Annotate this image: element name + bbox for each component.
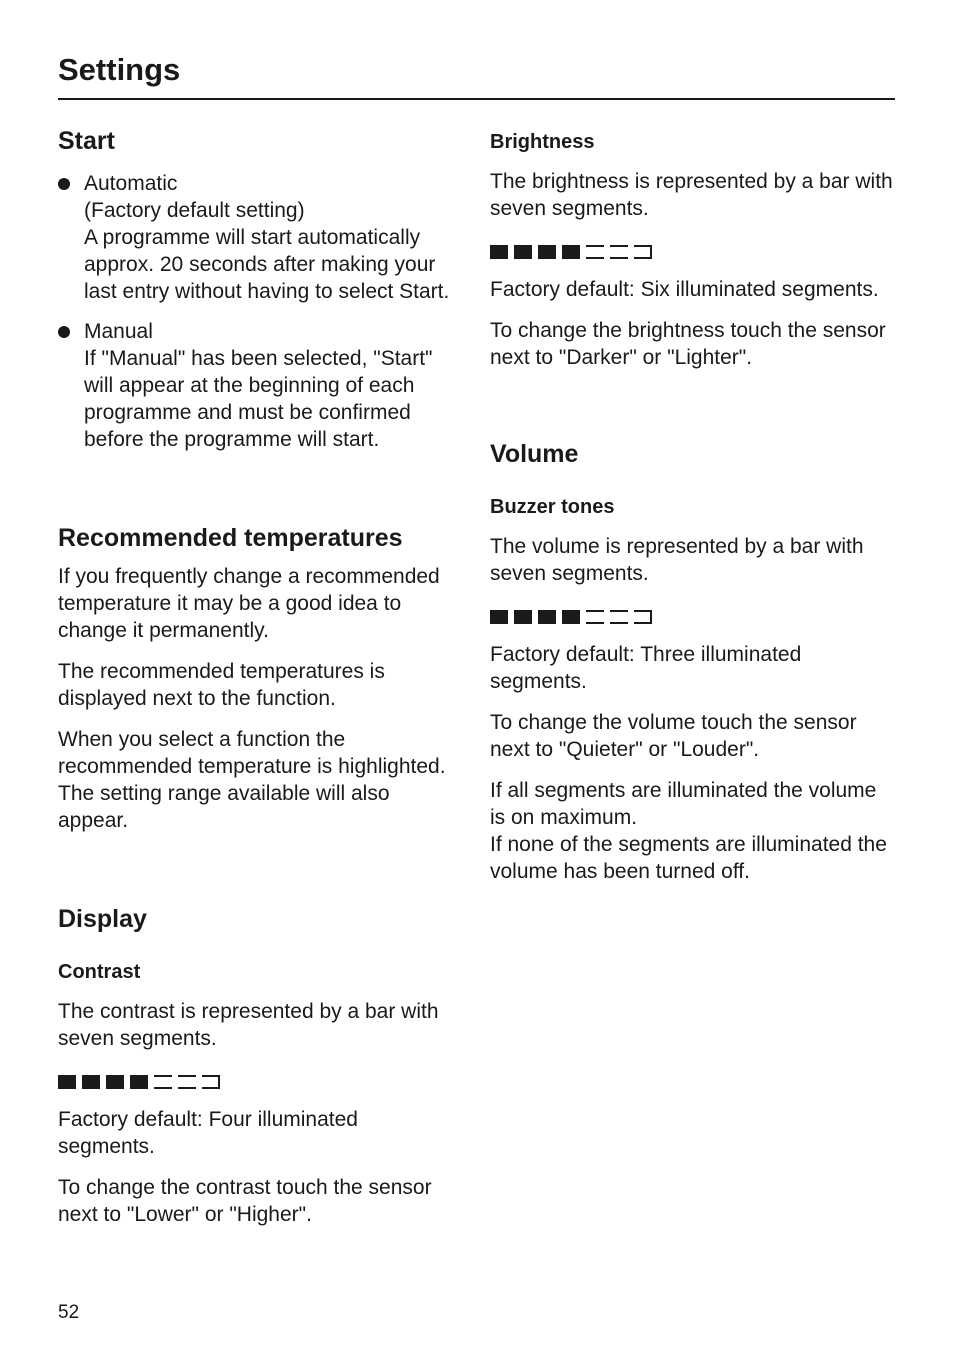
segment-illuminated	[562, 610, 580, 624]
segment-unlit	[610, 245, 628, 259]
segment-illuminated	[106, 1075, 124, 1089]
segment-unlit	[586, 610, 604, 624]
contrast-paragraph: The contrast is represented by a bar with seven segments.	[58, 1000, 439, 1050]
segment-unlit	[634, 610, 652, 624]
brightness-paragraph: Factory default: Six illuminated segments.	[490, 278, 879, 301]
brightness-segment-bar	[490, 244, 895, 260]
volume-heading: Volume	[490, 440, 579, 468]
bullet-note: (Factory default setting)	[84, 199, 305, 222]
bullet-text: If "Manual" has been selected, "Start" will appear at the beginning of each programme and must be confirmed before the programme will start.	[84, 347, 433, 451]
segment-unlit	[202, 1075, 220, 1089]
segment-unlit	[178, 1075, 196, 1089]
segment-illuminated	[538, 245, 556, 259]
segment-illuminated	[514, 245, 532, 259]
segment-illuminated	[58, 1075, 76, 1089]
segment-unlit	[634, 245, 652, 259]
recommended-paragraph: The recommended temperatures is displayed next to the function.	[58, 660, 385, 710]
volume-segment-bar	[490, 609, 895, 625]
display-heading: Display	[58, 905, 147, 933]
recommended-paragraph: When you select a function the recommended temperature is highlighted.	[58, 728, 446, 778]
segment-illuminated	[130, 1075, 148, 1089]
buzzer-paragraph: Factory default: Three illuminated segments.	[490, 643, 802, 693]
contrast-segment-bar	[58, 1074, 458, 1090]
segment-illuminated	[490, 245, 508, 259]
header-rule	[58, 98, 895, 100]
buzzer-paragraph: To change the volume touch the sensor next to "Quieter" or "Louder".	[490, 711, 857, 761]
bullet-title: Manual	[84, 320, 153, 343]
contrast-paragraph: To change the contrast touch the sensor next to "Lower" or "Higher".	[58, 1176, 432, 1226]
list-item	[58, 318, 458, 453]
page-number: 52	[58, 1302, 80, 1323]
recommended-paragraph: If you frequently change a recommended temperature it may be a good idea to change it permanently.	[58, 565, 440, 642]
buzzer-paragraph: If all segments are illuminated the volume is on maximum.	[490, 779, 877, 829]
left-column	[58, 124, 458, 1228]
buzzer-subheading: Buzzer tones	[490, 496, 615, 518]
bullet-title: Automatic	[84, 172, 178, 195]
brightness-paragraph: To change the brightness touch the sensor next to "Darker" or "Lighter".	[490, 319, 886, 369]
bullet-text: A programme will start automatically approx. 20 seconds after making your last entry without having to select Start.	[84, 226, 450, 303]
segment-unlit	[154, 1075, 172, 1089]
segment-illuminated	[490, 610, 508, 624]
contrast-paragraph: Factory default: Four illuminated segments.	[58, 1108, 358, 1158]
brightness-paragraph: The brightness is represented by a bar with seven segments.	[490, 170, 893, 220]
segment-illuminated	[82, 1075, 100, 1089]
segment-illuminated	[538, 610, 556, 624]
segment-unlit	[586, 245, 604, 259]
buzzer-paragraph: If none of the segments are illuminated the volume has been turned off.	[490, 833, 887, 883]
list-item	[58, 170, 458, 305]
buzzer-paragraph: The volume is represented by a bar with seven segments.	[490, 535, 864, 585]
bullet-icon	[58, 326, 70, 338]
brightness-subheading: Brightness	[490, 131, 595, 153]
bullet-icon	[58, 178, 70, 190]
recommended-heading: Recommended temperatures	[58, 524, 403, 552]
right-column	[490, 128, 895, 885]
recommended-paragraph: The setting range available will also appear.	[58, 782, 390, 832]
start-heading: Start	[58, 127, 115, 155]
segment-unlit	[610, 610, 628, 624]
segment-illuminated	[514, 610, 532, 624]
segment-illuminated	[562, 245, 580, 259]
page-title: Settings	[58, 52, 181, 87]
contrast-subheading: Contrast	[58, 961, 141, 983]
